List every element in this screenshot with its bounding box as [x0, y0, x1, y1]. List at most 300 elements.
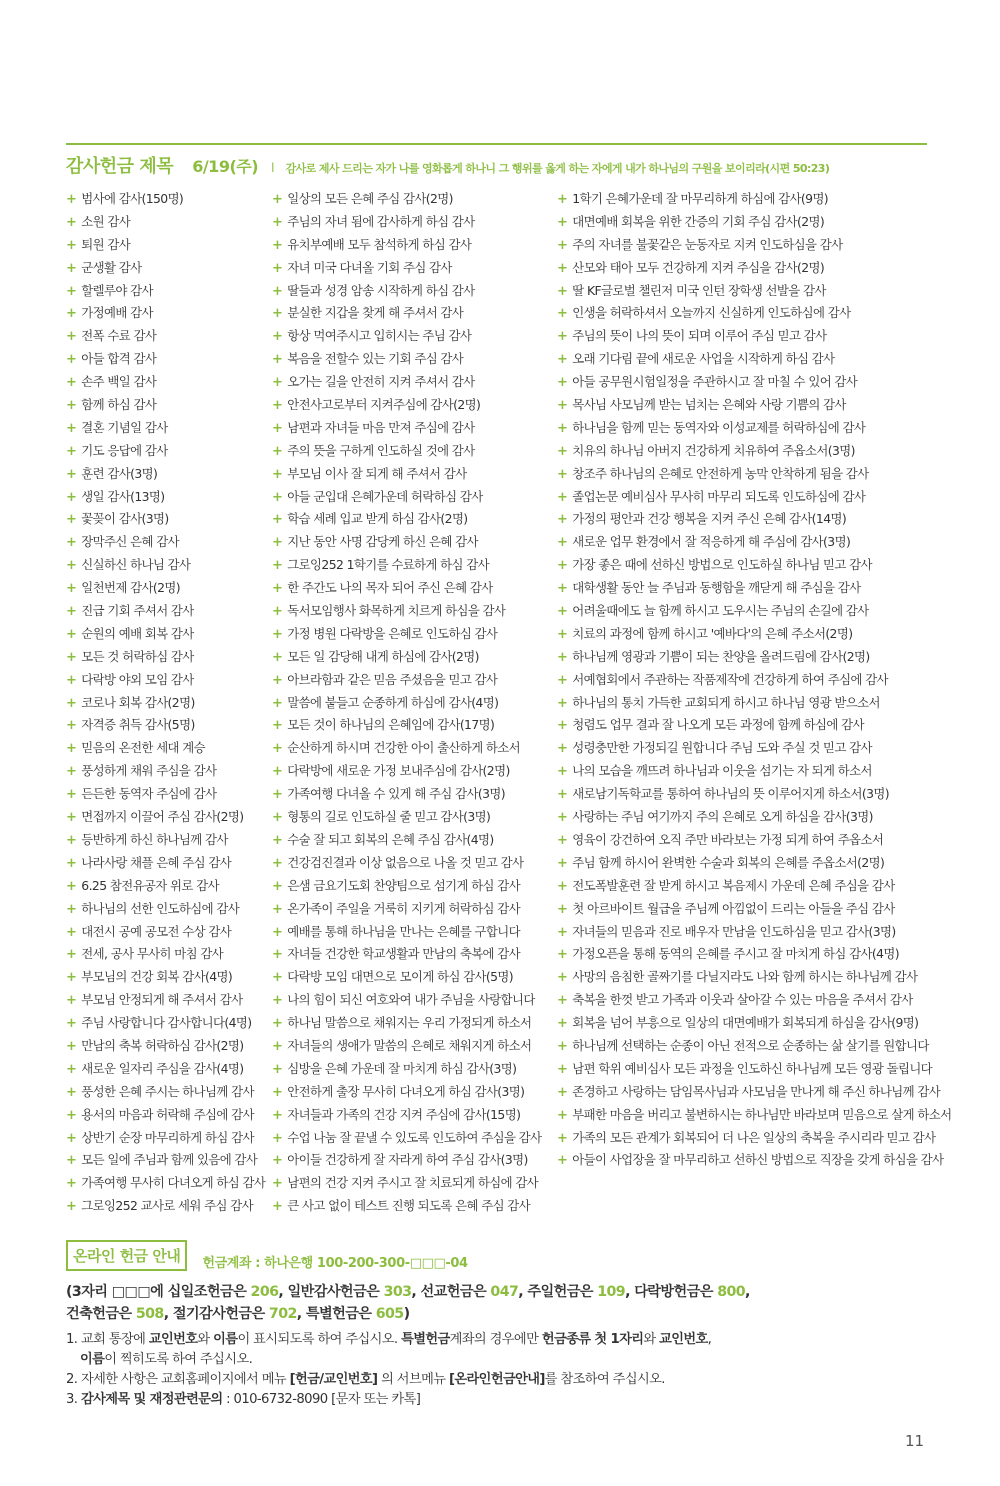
online-offering-section	[66, 1240, 946, 1271]
thanks-list-column-1	[66, 188, 266, 1218]
list-item-text: 목사님 사모님께 받는 넘치는 은혜와 사랑 기쁨의 감사	[572, 397, 846, 413]
list-item-text: 영육이 강건하여 오직 주만 바라보는 가정 되게 하여 주옵소서	[572, 831, 884, 847]
list-item	[272, 646, 552, 669]
list-item	[557, 554, 957, 577]
list-item-text: 아들 군입대 은혜가운데 허락하심 감사	[287, 488, 483, 504]
list-item	[66, 806, 266, 829]
list-item	[557, 921, 957, 944]
list-item	[557, 623, 957, 646]
list-item-text: 아이들 건강하게 잘 자라게 하여 주심 감사(3명)	[287, 1152, 528, 1168]
list-item-text: 치료의 과정에 함께 하시고 '예바다'의 은혜 주소서(2명)	[572, 625, 853, 641]
list-item-text: 복음을 전할수 있는 기회 주심 감사	[287, 351, 464, 367]
plus-icon: +	[557, 352, 568, 368]
list-item	[557, 1058, 957, 1081]
list-item	[66, 417, 266, 440]
list-item	[272, 1012, 552, 1035]
note-text: : 010-6732-8090 [문자 또는 카톡]	[222, 1392, 421, 1407]
note-1	[66, 1330, 946, 1350]
list-item	[66, 280, 266, 303]
plus-icon: +	[272, 695, 283, 711]
list-item-text: 나라사랑 채플 은혜 주심 감사	[81, 854, 232, 870]
plus-icon: +	[66, 764, 77, 780]
list-item-text: 심방을 은혜 가운데 잘 마치게 하심 감사(3명)	[287, 1060, 517, 1076]
list-item-text: 신실하신 하나님 감사	[81, 557, 191, 573]
list-item-text: 수술 잘 되고 회복의 은혜 주심 감사(4명)	[287, 831, 494, 847]
list-item	[66, 669, 266, 692]
list-item	[272, 760, 552, 783]
plus-icon: +	[272, 1153, 283, 1169]
list-item-text: 예배를 통해 하나님을 만나는 은혜를 구합니다	[287, 923, 521, 939]
list-item-text: 가장 좋은 때에 선하신 방법으로 인도하실 하나님 믿고 감사	[572, 557, 872, 573]
plus-icon: +	[66, 283, 77, 299]
thanks-list-column-3	[557, 188, 957, 1172]
list-item	[557, 898, 957, 921]
list-item	[66, 211, 266, 234]
list-item	[66, 1104, 266, 1127]
plus-icon: +	[66, 535, 77, 551]
plus-icon: +	[557, 466, 568, 482]
list-item-text: 주님의 자녀 됨에 감사하게 하심 감사	[287, 213, 475, 229]
list-item-text: 기도 응답에 감사	[81, 442, 168, 458]
list-item-text: 대전시 공예 공모전 수상 감사	[81, 923, 232, 939]
list-item-text: 자격증 취득 감사(5명)	[81, 717, 195, 733]
plus-icon: +	[557, 375, 568, 391]
list-item-text: 부모님의 건강 회복 감사(4명)	[81, 969, 233, 985]
plus-icon: +	[272, 1199, 283, 1215]
list-item-text: 할렐루야 감사	[81, 282, 153, 298]
list-item	[66, 463, 266, 486]
note-text: 헌금종류 첫 1자리	[541, 1332, 644, 1347]
list-item	[66, 1127, 266, 1150]
list-item-text: 청렴도 업무 결과 잘 나오게 모든 과정에 함께 하심에 감사	[572, 717, 864, 733]
list-item-text: 주의 자녀를 불꽃같은 눈동자로 지켜 인도하심을 감사	[572, 236, 843, 252]
list-item	[272, 371, 552, 394]
plus-icon: +	[272, 214, 283, 230]
plus-icon: +	[272, 1130, 283, 1146]
code-value: 800	[717, 1284, 746, 1300]
list-item	[272, 417, 552, 440]
list-item	[66, 829, 266, 852]
list-item-text: 첫 아르바이트 월급을 주님께 아낌없이 드리는 아들을 주심 감사	[572, 900, 895, 916]
plus-icon: +	[272, 672, 283, 688]
list-item	[272, 600, 552, 623]
plus-icon: +	[557, 764, 568, 780]
plus-icon: +	[66, 237, 77, 253]
codes-text: , 일반감사헌금은	[278, 1284, 384, 1300]
list-item	[66, 1195, 266, 1218]
list-item-text: 부패한 마음을 버리고 불변하시는 하나님만 바라보며 믿음으로 살게 하소서	[572, 1106, 952, 1122]
plus-icon: +	[557, 1084, 568, 1100]
plus-icon: +	[66, 260, 77, 276]
note-text: 교인번호	[659, 1332, 708, 1347]
list-item-text: 주님 함께 하시어 완벽한 수술과 회복의 은혜를 주옵소서(2명)	[572, 854, 885, 870]
plus-icon: +	[272, 260, 283, 276]
list-item	[557, 417, 957, 440]
list-item-text: 분실한 지갑을 찾게 해 주셔서 감사	[287, 305, 464, 321]
list-item	[272, 1035, 552, 1058]
list-item	[66, 692, 266, 715]
plus-icon: +	[272, 489, 283, 505]
list-item	[66, 348, 266, 371]
list-item-text: 항상 먹여주시고 입히시는 주님 감사	[287, 328, 472, 344]
plus-icon: +	[66, 214, 77, 230]
plus-icon: +	[272, 970, 283, 986]
list-item	[557, 806, 957, 829]
list-item	[66, 943, 266, 966]
note-text: 3.	[66, 1392, 81, 1407]
page-number: 11	[905, 1432, 925, 1450]
plus-icon: +	[66, 489, 77, 505]
plus-icon: +	[66, 1084, 77, 1100]
list-item-text: 사망의 음침한 골짜기를 다닐지라도 나와 함께 하시는 하나님께 감사	[572, 969, 918, 985]
code-value: 605	[375, 1306, 404, 1322]
list-item	[66, 737, 266, 760]
codes-text: , 특별헌금은	[296, 1306, 376, 1322]
list-item-text: 새로남기독학교를 통하여 하나님의 뜻 이루어지게 하소서(3명)	[572, 786, 889, 802]
list-item	[557, 943, 957, 966]
plus-icon: +	[66, 398, 77, 414]
list-item	[66, 1149, 266, 1172]
list-item-text: 일상의 모든 은혜 주심 감사(2명)	[287, 191, 453, 206]
list-item	[272, 783, 552, 806]
list-item-text: 가족여행 무사히 다녀오게 하심 감사	[81, 1175, 266, 1191]
plus-icon: +	[272, 787, 283, 803]
plus-icon: +	[272, 1038, 283, 1054]
list-item-text: 하나님의 통치 가득한 교회되게 하시고 하나님 영광 받으소서	[572, 694, 880, 710]
plus-icon: +	[557, 512, 568, 528]
list-item-text: 큰 사고 없이 테스트 진행 되도록 은혜 주심 감사	[287, 1198, 531, 1214]
list-item-text: 등반하게 하신 하나님께 감사	[81, 831, 228, 847]
list-item	[66, 371, 266, 394]
plus-icon: +	[557, 695, 568, 711]
list-item-text: 회복을 넘어 부흥으로 일상의 대면예배가 회복되게 하심을 감사(9명)	[572, 1015, 919, 1031]
list-item	[557, 669, 957, 692]
list-item-text: 진급 기회 주셔서 감사	[81, 603, 194, 619]
list-item-text: 코로나 회복 감사(2명)	[81, 694, 195, 710]
list-item	[66, 234, 266, 257]
codes-text: , 주일헌금은	[518, 1284, 598, 1300]
codes-text: , 절기감사헌금은	[163, 1306, 269, 1322]
list-item-text: 독서모임행사 화목하게 치르게 하심을 감사	[287, 603, 506, 619]
bible-verse: 감사로 제사 드리는 자가 나를 영화롭게 하나니 그 행위를 옳게 하는 자에게 내가 하나님의 구원을 보이리라(시편 50:23)	[285, 162, 830, 175]
plus-icon: +	[272, 1016, 283, 1032]
list-item-text: 안전사고로부터 지켜주심에 감사(2명)	[287, 397, 481, 413]
plus-icon: +	[557, 970, 568, 986]
list-item	[272, 1172, 552, 1195]
list-item	[272, 898, 552, 921]
list-item-text: 산모와 태아 모두 건강하게 지켜 주심을 감사(2명)	[572, 259, 825, 275]
plus-icon: +	[557, 558, 568, 574]
note-1-continued	[66, 1350, 946, 1370]
section-date: 6/19(주)	[192, 157, 259, 176]
list-item-text: 전도폭발훈련 잘 받게 하시고 복음제시 가운데 은혜 주심을 감사	[572, 877, 895, 893]
list-item	[66, 921, 266, 944]
plus-icon: +	[66, 741, 77, 757]
note-text: 이 표시되도록 하여 주십시오.	[237, 1332, 402, 1347]
plus-icon: +	[272, 352, 283, 368]
plus-icon: +	[557, 855, 568, 871]
list-item-text: 소원 감사	[81, 213, 131, 229]
list-item	[272, 1195, 552, 1218]
plus-icon: +	[272, 306, 283, 322]
plus-icon: +	[272, 512, 283, 528]
note-text: 와	[197, 1332, 214, 1347]
codes-text: 건축헌금은	[66, 1306, 136, 1322]
list-item	[272, 669, 552, 692]
plus-icon: +	[557, 283, 568, 299]
list-item	[272, 394, 552, 417]
note-text: 특별헌금	[401, 1332, 450, 1347]
plus-icon: +	[66, 1038, 77, 1054]
list-item-text: 가족의 모든 관계가 회복되어 더 나은 일상의 축복을 주시리라 믿고 감사	[572, 1129, 936, 1145]
plus-icon: +	[272, 878, 283, 894]
list-item	[557, 280, 957, 303]
plus-icon: +	[272, 1176, 283, 1192]
plus-icon: +	[272, 1084, 283, 1100]
list-item-text: 군생활 감사	[81, 259, 142, 275]
list-item	[66, 1172, 266, 1195]
list-item	[557, 371, 957, 394]
list-item	[557, 646, 957, 669]
list-item	[66, 966, 266, 989]
list-item-text: 믿음의 온전한 세대 계승	[81, 740, 206, 756]
plus-icon: +	[66, 672, 77, 688]
list-item	[272, 829, 552, 852]
plus-icon: +	[66, 1199, 77, 1215]
list-item	[557, 1104, 957, 1127]
list-item	[557, 989, 957, 1012]
plus-icon: +	[557, 420, 568, 436]
list-item	[272, 852, 552, 875]
codes-text: (3자리 □□□에 십일조헌금은	[66, 1284, 251, 1300]
list-item	[66, 554, 266, 577]
list-item-text: 나의 힘이 되신 여호와여 내가 주님을 사랑합니다	[287, 992, 535, 1008]
plus-icon: +	[272, 718, 283, 734]
list-item-text: 오가는 길을 안전히 지켜 주셔서 감사	[287, 374, 475, 390]
plus-icon: +	[557, 1153, 568, 1169]
list-item-text: 대면예배 회복을 위한 간증의 기회 주심 감사(2명)	[572, 213, 825, 229]
list-item	[557, 257, 957, 280]
list-item-text: 새로운 업무 환경에서 잘 적응하게 해 주심에 감사(3명)	[572, 534, 851, 550]
plus-icon: +	[272, 993, 283, 1009]
list-item	[272, 692, 552, 715]
list-item-text: 주의 뜻을 구하게 인도하실 것에 감사	[287, 442, 475, 458]
list-item	[66, 714, 266, 737]
list-item-text: 가정예배 감사	[81, 305, 153, 321]
list-item-text: 남편의 건강 지켜 주시고 잘 치료되게 하심에 감사	[287, 1175, 539, 1191]
plus-icon: +	[272, 741, 283, 757]
plus-icon: +	[272, 581, 283, 597]
plus-icon: +	[66, 626, 77, 642]
list-item-text: 자녀들 건강한 학교생활과 만남의 축복에 감사	[287, 946, 521, 962]
plus-icon: +	[557, 718, 568, 734]
plus-icon: +	[272, 329, 283, 345]
list-item-text: 부모님 이사 잘 되게 해 주셔서 감사	[287, 465, 467, 481]
list-item	[272, 806, 552, 829]
note-text: 와	[643, 1332, 660, 1347]
plus-icon: +	[557, 192, 568, 207]
list-item-text: 순산하게 하시며 건강한 아이 출산하게 하소서	[287, 740, 521, 756]
list-item-text: 용서의 마음과 허락해 주심에 감사	[81, 1106, 254, 1122]
list-item	[272, 989, 552, 1012]
list-item	[557, 852, 957, 875]
code-value: 206	[250, 1284, 279, 1300]
list-item	[557, 531, 957, 554]
plus-icon: +	[557, 741, 568, 757]
list-item	[557, 486, 957, 509]
list-item-text: 결혼 기념일 감사	[81, 419, 168, 435]
plus-icon: +	[272, 283, 283, 299]
list-item-text: 생일 감사(13명)	[81, 488, 165, 504]
list-item-text: 유치부예배 모두 참석하게 하심 감사	[287, 236, 472, 252]
list-item	[557, 394, 957, 417]
plus-icon: +	[272, 1107, 283, 1123]
plus-icon: +	[272, 1061, 283, 1077]
plus-icon: +	[66, 718, 77, 734]
plus-icon: +	[557, 947, 568, 963]
code-value: 702	[268, 1306, 297, 1322]
plus-icon: +	[557, 214, 568, 230]
header-rule	[66, 143, 927, 145]
list-item-text: 딸 KF글로벌 챌린저 미국 인턴 장학생 선발을 감사	[572, 282, 826, 298]
list-item-text: 남편과 자녀들 마음 만져 주심에 감사	[287, 419, 475, 435]
list-item-text: 다락방 야외 모임 감사	[81, 671, 194, 687]
list-item	[272, 463, 552, 486]
plus-icon: +	[66, 604, 77, 620]
plus-icon: +	[557, 787, 568, 803]
list-item	[66, 394, 266, 417]
plus-icon: +	[272, 810, 283, 826]
plus-icon: +	[66, 947, 77, 963]
list-item	[272, 234, 552, 257]
list-item	[66, 531, 266, 554]
codes-text: , 다락방헌금은	[625, 1284, 718, 1300]
list-item-text: 가정 병원 다락방을 은혜로 인도하심 감사	[287, 625, 498, 641]
list-item-text: 하나님 말씀으로 채워지는 우리 가정되게 하소서	[287, 1015, 532, 1031]
note-text: 이 찍히도록 하여 주십시오.	[104, 1352, 253, 1367]
list-item-text: 아들 합격 감사	[81, 351, 157, 367]
section-title: 감사헌금 제목	[66, 156, 174, 177]
plus-icon: +	[272, 237, 283, 253]
codes-text: )	[403, 1306, 410, 1322]
section-header	[66, 152, 936, 178]
plus-icon: +	[272, 924, 283, 940]
list-item-text: 부모님 안정되게 해 주셔서 감사	[81, 992, 243, 1008]
note-text: [헌금/교인번호]	[289, 1372, 378, 1387]
list-item-text: 아브라함과 같은 믿음 주셨음을 믿고 감사	[287, 671, 498, 687]
note-text: 이름	[80, 1352, 105, 1367]
list-item	[66, 1058, 266, 1081]
list-item	[272, 1127, 552, 1150]
list-item-text: 다락방 모임 대면으로 모이게 하심 감사(5명)	[287, 969, 514, 985]
list-item	[557, 463, 957, 486]
list-item-text: 1학기 은혜가운데 잘 마무리하게 하심에 감사(9명)	[572, 191, 829, 206]
note-text: 감사제목 및 재정관련문의	[80, 1392, 223, 1407]
list-item	[66, 257, 266, 280]
offering-codes	[66, 1281, 946, 1325]
list-item-text: 성령충만한 가정되길 원합니다 주님 도와 주실 것 믿고 감사	[572, 740, 872, 756]
list-item-text: 꽃꽂이 감사(3명)	[81, 511, 169, 527]
plus-icon: +	[66, 855, 77, 871]
list-item-text: 든든한 동역자 주심에 감사	[81, 786, 217, 802]
plus-icon: +	[557, 1107, 568, 1123]
plus-icon: +	[557, 398, 568, 414]
plus-icon: +	[66, 993, 77, 1009]
list-item	[272, 921, 552, 944]
list-item-text: 가족여행 다녀올 수 있게 해 주심 감사(3명)	[287, 786, 505, 802]
list-item-text: 일천번제 감사(2명)	[81, 580, 180, 596]
list-item-text: 모든 일 감당해 내게 하심에 감사(2명)	[287, 648, 479, 664]
list-item-text: 가정오픈을 통해 동역의 은혜를 주시고 잘 마치게 하심 감사(4명)	[572, 946, 899, 962]
list-item-text: 자녀들의 생애가 말씀의 은혜로 채워지게 하소서	[287, 1037, 532, 1053]
list-item	[66, 577, 266, 600]
list-item-text: 말씀에 붙들고 순종하게 하심에 감사(4명)	[287, 694, 499, 710]
note-text: 이름	[213, 1332, 238, 1347]
list-item-text: 순원의 예배 회복 감사	[81, 625, 194, 641]
list-item-text: 만남의 축복 허락하심 감사(2명)	[81, 1037, 244, 1053]
list-item-text: 온가족이 주일을 거룩히 지키게 허락하심 감사	[287, 900, 521, 916]
list-item	[557, 1081, 957, 1104]
plus-icon: +	[272, 947, 283, 963]
plus-icon: +	[66, 695, 77, 711]
list-item	[66, 508, 266, 531]
plus-icon: +	[557, 832, 568, 848]
plus-icon: +	[66, 306, 77, 322]
list-item	[272, 943, 552, 966]
list-item	[66, 852, 266, 875]
list-item	[66, 486, 266, 509]
plus-icon: +	[272, 420, 283, 436]
list-item-text: 함께 하심 감사	[81, 397, 157, 413]
list-item-text: 자녀 미국 다녀올 기회 주심 감사	[287, 259, 452, 275]
plus-icon: +	[557, 1130, 568, 1146]
list-item	[557, 760, 957, 783]
list-item-text: 전폭 수료 감사	[81, 328, 157, 344]
list-item-text: 모든 것이 하나님의 은혜임에 감사(17명)	[287, 717, 495, 733]
list-item-text: 장막주신 은혜 감사	[81, 534, 179, 550]
plus-icon: +	[272, 604, 283, 620]
plus-icon: +	[272, 626, 283, 642]
plus-icon: +	[557, 1016, 568, 1032]
plus-icon: +	[66, 1176, 77, 1192]
list-item-text: 가정의 평안과 건강 행복을 지켜 주신 은혜 감사(14명)	[572, 511, 847, 527]
note-text: 를 참조하여 주십시오.	[544, 1372, 665, 1387]
list-item	[272, 554, 552, 577]
list-item	[66, 783, 266, 806]
plus-icon: +	[557, 901, 568, 917]
list-item	[272, 280, 552, 303]
list-item-text: 졸업논문 예비심사 무사히 마무리 되도록 인도하심에 감사	[572, 488, 866, 504]
list-item	[66, 302, 266, 325]
list-item-text: 인생을 허락하셔서 오늘까지 신실하게 인도하심에 감사	[572, 305, 851, 321]
list-item	[66, 623, 266, 646]
thanks-list-column-2	[272, 188, 552, 1218]
plus-icon: +	[557, 306, 568, 322]
plus-icon: +	[272, 398, 283, 414]
plus-icon: +	[66, 352, 77, 368]
plus-icon: +	[66, 1016, 77, 1032]
plus-icon: +	[557, 329, 568, 345]
plus-icon: +	[557, 1038, 568, 1054]
note-3	[66, 1390, 946, 1410]
code-value: 303	[383, 1284, 412, 1300]
list-item-text: 자녀들의 믿음과 진로 배우자 만남을 인도하심을 믿고 감사(3명)	[572, 923, 896, 939]
plus-icon: +	[272, 764, 283, 780]
list-item	[272, 348, 552, 371]
list-item	[557, 1012, 957, 1035]
plus-icon: +	[66, 1107, 77, 1123]
plus-icon: +	[66, 443, 77, 459]
